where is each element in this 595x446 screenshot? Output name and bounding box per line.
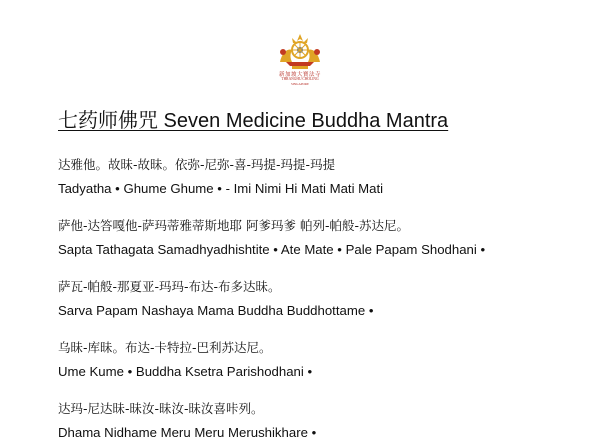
verse-transliteration: Ume Kume • Buddha Ksetra Parishodhani • [58, 364, 313, 379]
verse-transliteration: Sapta Tathagata Samadhyadhishtite • Ate Mate • Pale Papam Shodhani • [58, 242, 486, 257]
logo-location: SINGAPORE [291, 82, 309, 86]
verse-chinese: 乌昧-库昧。布达-卡特拉-巴利苏达尼。 [58, 340, 272, 355]
verse-transliteration: Tadyatha • Ghume Ghume • - Imi Nimi Hi Mati Mati Mati [58, 181, 384, 196]
mantra-verse-2 [58, 218, 485, 258]
page-title: 七药师佛咒 Seven Medicine Buddha Mantra [58, 110, 449, 132]
temple-logo [270, 32, 330, 90]
verse-transliteration: Dhama Nidhame Meru Meru Merushikhare • [58, 425, 317, 440]
mantra-verse-5 [58, 401, 316, 441]
verse-chinese: 萨他-达答嘎他-萨玛蒂雅蒂斯地耶 阿爹玛爹 帕列-帕般-苏达尼。 [58, 218, 409, 233]
mantra-verse-4 [58, 340, 312, 380]
verse-chinese: 达雅他。故昧-故昧。依弥-尼弥-喜-玛提-玛提-玛提 [58, 157, 336, 172]
dharma-wheel-emblem-icon [270, 32, 330, 72]
logo-chinese-name: 新加坡大寶法寺 [278, 72, 321, 78]
verse-chinese: 达玛-尼达昧-昧汝-昧汝-昧汝喜咔列。 [58, 401, 264, 416]
mantra-verse-3 [58, 279, 373, 319]
verse-chinese: 萨瓦-帕般-那夏亚-玛玛-布达-布多达昧。 [58, 279, 281, 294]
verse-transliteration: Sarva Papam Nashaya Mama Buddha Buddhottame • [58, 303, 374, 318]
mantra-verse-1 [58, 157, 383, 197]
logo-english-name: THRANGHU CHOLING [281, 77, 319, 81]
